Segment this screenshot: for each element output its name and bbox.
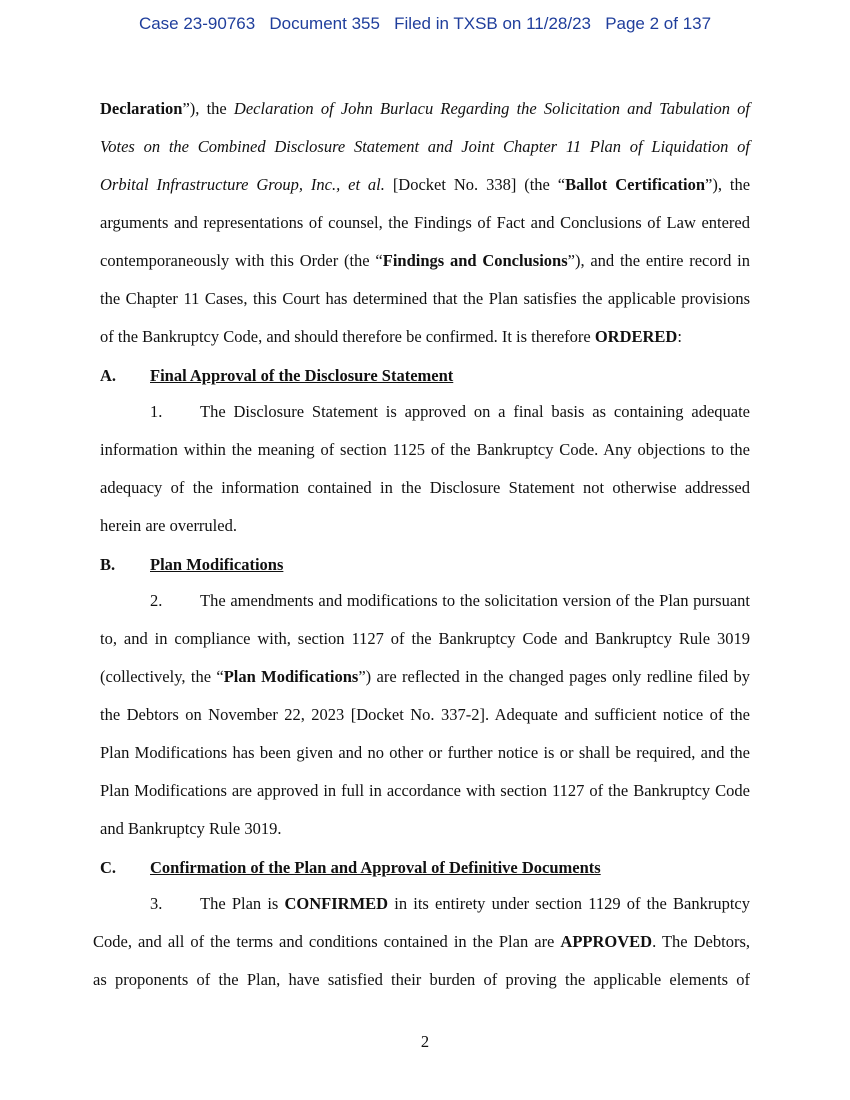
document-number: Document 355 (269, 14, 380, 33)
text-line: of the Bankruptcy Code, and should therefore be confirmed. It is therefore ORDERED: (100, 327, 682, 346)
section-heading-c: C. Confirmation of the Plan and Approval of Definitive Documents (100, 858, 601, 877)
paragraph-number: 1. (150, 402, 163, 421)
filed-info: Filed in TXSB on 11/28/23 (394, 14, 592, 33)
paragraph-number: 2. (150, 591, 163, 610)
text-line: Plan Modifications are approved in full in accordance with section 1127 of the Bankruptcy Code (100, 781, 750, 800)
text-line: Orbital Infrastructure Group, Inc., et al. [Docket No. 338] (the “Ballot Certification”), the (100, 175, 751, 194)
text-line: and Bankruptcy Rule 3019. (100, 819, 282, 838)
text-line: Plan Modifications has been given and no other or further notice is or shall be required, and the (100, 743, 750, 762)
text-line: Votes on the Combined Disclosure Statement and Joint Chapter 11 Plan of Liquidation of (100, 137, 750, 156)
paragraph-number: 3. (150, 894, 163, 913)
text-line: the Chapter 11 Cases, this Court has determined that the Plan satisfies the applicable provisions (100, 289, 750, 308)
text-line: Code, and all of the terms and conditions contained in the Plan are APPROVED. The Debtors, (93, 932, 750, 951)
text-line: 1. The Disclosure Statement is approved on a final basis as containing adequate (100, 402, 750, 422)
text-line: 3. The Plan is CONFIRMED in its entirety under section 1129 of the Bankruptcy (93, 894, 750, 914)
text-line: Declaration”), the Declaration of John Burlacu Regarding the Solicitation and Tabulation of (100, 99, 750, 118)
text-line: arguments and representations of counsel, the Findings of Fact and Conclusions of Law entered (100, 213, 750, 232)
section-heading-b: B. Plan Modifications (100, 555, 284, 574)
filing-header (0, 14, 850, 34)
text-line: contemporaneously with this Order (the “Findings and Conclusions”), and the entire record in (100, 251, 750, 270)
page-info: Page 2 of 137 (605, 14, 712, 33)
text-line: information within the meaning of section 1125 of the Bankruptcy Code. Any objections to the (100, 440, 750, 459)
text-line: the Debtors on November 22, 2023 [Docket No. 337-2]. Adequate and sufficient notice of the (100, 705, 750, 724)
section-heading-a: A. Final Approval of the Disclosure Statement (100, 366, 454, 385)
text-line: adequacy of the information contained in the Disclosure Statement not otherwise addressed (100, 478, 750, 497)
page-number: 2 (420, 1032, 430, 1051)
text-line: herein are overruled. (100, 516, 237, 535)
case-number: Case 23-90763 (138, 14, 256, 33)
text-line: (collectively, the “Plan Modifications”) are reflected in the changed pages only redline filed by (100, 667, 750, 686)
text-line: as proponents of the Plan, have satisfied their burden of proving the applicable elements of (93, 970, 750, 989)
text-line: to, and in compliance with, section 1127 of the Bankruptcy Code and Bankruptcy Rule 3019 (100, 629, 750, 648)
text-line: 2. The amendments and modifications to the solicitation version of the Plan pursuant (100, 591, 750, 611)
